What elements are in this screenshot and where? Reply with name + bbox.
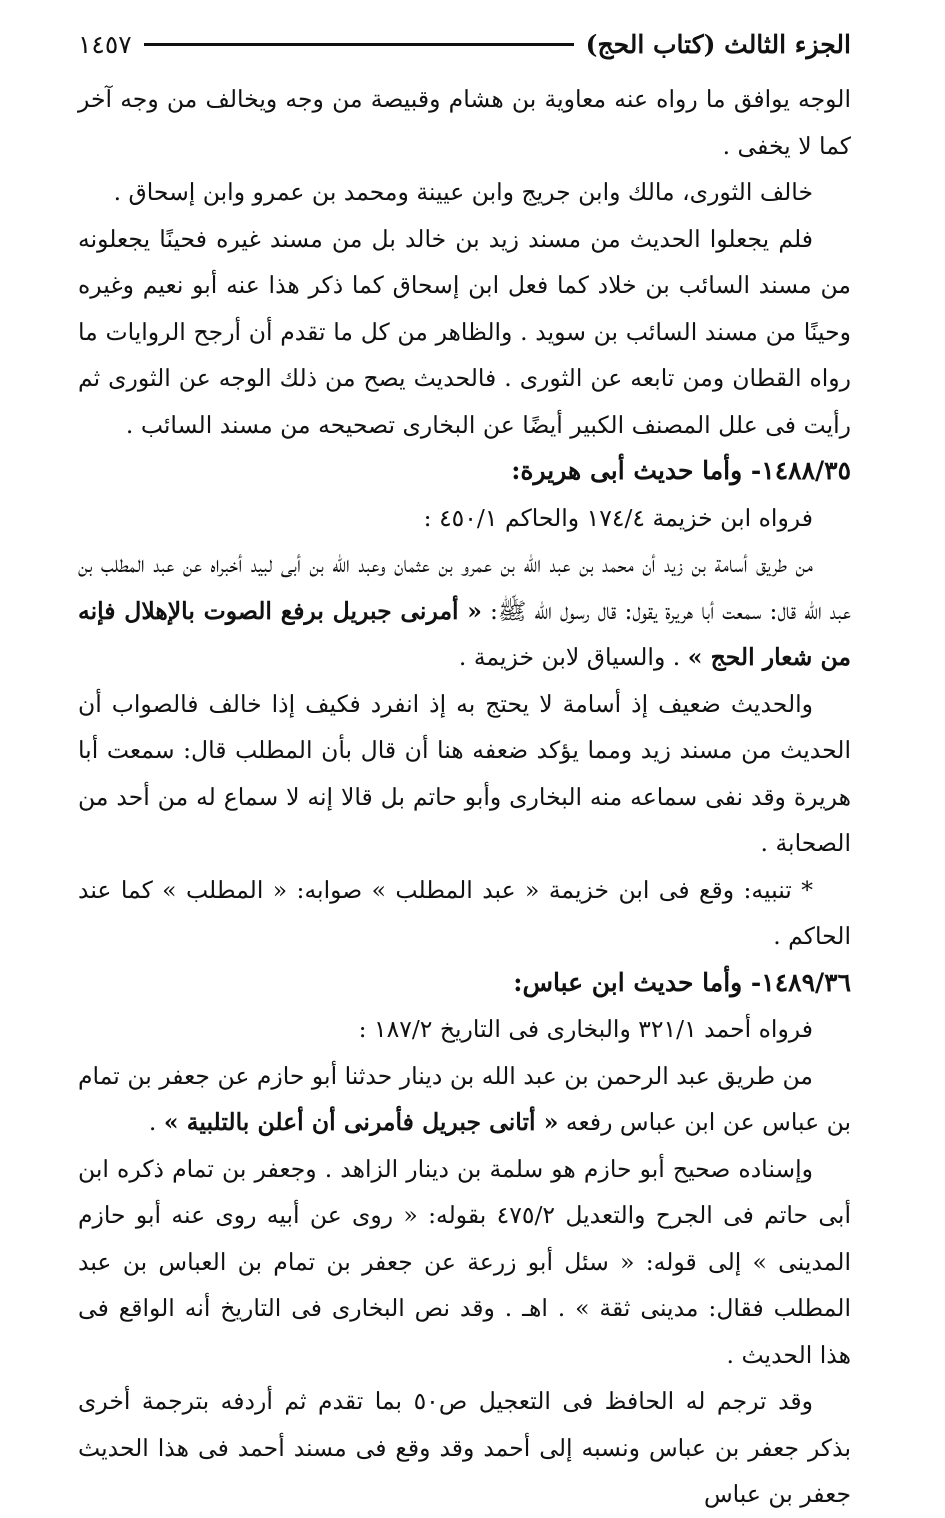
paragraph	[78, 541, 851, 681]
paragraph-text: وقد ترجم له الحافظ فى التعجيل ص٥٠ بما تقدم ثم أردفه بترجمة أخرى بذكر جعفر بن عباس ونسبه إلى أحمد وقد وقع فى مسند أحمد فى هذا الحديث جعفر بن عباس	[78, 1387, 851, 1508]
paragraph	[78, 681, 851, 867]
note-text: * تنبيه: وقع فى ابن خزيمة « عبد المطلب » صوابه: « المطلب » كما عند الحاكم .	[78, 875, 851, 950]
paragraph-text-after: .	[148, 1108, 157, 1136]
paragraph	[78, 216, 851, 449]
header-rule	[144, 43, 574, 46]
citation-text: فرواه أحمد ٣٢١/١ والبخارى فى التاريخ ١٨٧/٢ :	[358, 1015, 813, 1043]
source-citation	[78, 1006, 851, 1053]
section-heading	[78, 960, 851, 1007]
paragraph-text: الوجه يوافق ما رواه عنه معاوية بن هشام وقبيصة من وجه ويخالف من وجه آخر كما لا يخفى .	[78, 85, 851, 160]
source-citation	[78, 495, 851, 542]
paragraph	[78, 1053, 851, 1146]
paragraph	[78, 169, 851, 216]
heading-text: ١٤٨٩/٣٦- وأما حديث ابن عباس:	[513, 967, 851, 997]
paragraph-text: فلم يجعلوا الحديث من مسند زيد بن خالد بل من مسند غيره فحينًا يجعلونه من مسند السائب بن خلاد كما فعل ابن إسحاق كما ذكر هذا عنه أبو نعيم وغيره وحينًا من مسند السائب بن سويد . والظاهر من كل ما تقدم أن أرجح الروايات ما رواه القطان ومن تابعه عن الثورى . فالحديث يصح من ذلك الوجه عن الثورى ثم رأيت فى علل المصنف الكبير أيضًا عن البخارى تصحيحه من مسند السائب .	[78, 224, 851, 439]
page-number: ١٤٥٧	[78, 29, 132, 59]
hadith-quote: « أتانى جبريل فأمرنى أن أعلن بالتلبية »	[163, 1108, 559, 1136]
citation-text: فرواه ابن خزيمة ١٧٤/٤ والحاكم ٤٥٠/١ :	[423, 503, 813, 532]
paragraph	[78, 1378, 851, 1518]
running-title: الجزء الثالث (كتاب الحج)	[585, 29, 851, 59]
paragraph-text-after: . والسياق لابن خزيمة .	[458, 643, 681, 671]
paragraph-text: خالف الثورى، مالك وابن جريج وابن عيينة ومحمد بن عمرو وابن إسحاق .	[113, 178, 813, 206]
paragraph	[78, 76, 851, 169]
hadith-quote: « أمرنى جبريل برفع الصوت بالإهلال فإنه من شعار الحج »	[78, 596, 851, 671]
body-text	[78, 76, 851, 1518]
paragraph-text: وإسناده صحيح أبو حازم هو سلمة بن دينار الزاهد . وجعفر بن تمام ذكره ابن أبى حاتم فى الجرح والتعديل ٤٧٥/٢ بقوله: « روى عن أبيه روى عنه أبو حازم المدينى » إلى قوله: « سئل أبو زرعة عن جعفر بن تمام بن العباس بن عبد المطلب فقال: مدينى ثقة » . اهـ . وقد نص البخارى فى التاريخ أنه الواقع فى هذا الحديث .	[78, 1154, 851, 1369]
note-paragraph	[78, 867, 851, 960]
paragraph-text: من طريق عبد الرحمن بن عبد الله بن دينار حدثنا أبو حازم عن جعفر بن تمام بن عباس عن ابن عباس رفعه	[78, 1061, 851, 1136]
paragraph-text: من طريق أسامة بن زيد أن محمد بن عبد الله بن عمرو بن عثمان وعبد الله بن أبى لبيد أخبراه عن عبد المطلب بن عبد الله قال: سمعت أبا هريرة يقول: قال رسول الله ﷺ:	[78, 550, 851, 625]
paragraph-text: والحديث ضعيف إذ أسامة لا يحتج به إذ انفرد فكيف إذا خالف فالصواب أن الحديث من مسند زيد ومما يؤكد ضعفه هنا أن قال بأن المطلب قال: سمعت أبا هريرة وقد نفى سماعه منه البخارى وأبو حاتم بل قالا إنه لا سماع له من أحد من الصحابة .	[78, 689, 851, 857]
paragraph	[78, 1146, 851, 1379]
running-header	[78, 22, 851, 66]
section-heading	[78, 448, 851, 495]
heading-text: ١٤٨٨/٣٥- وأما حديث أبى هريرة:	[511, 456, 851, 485]
